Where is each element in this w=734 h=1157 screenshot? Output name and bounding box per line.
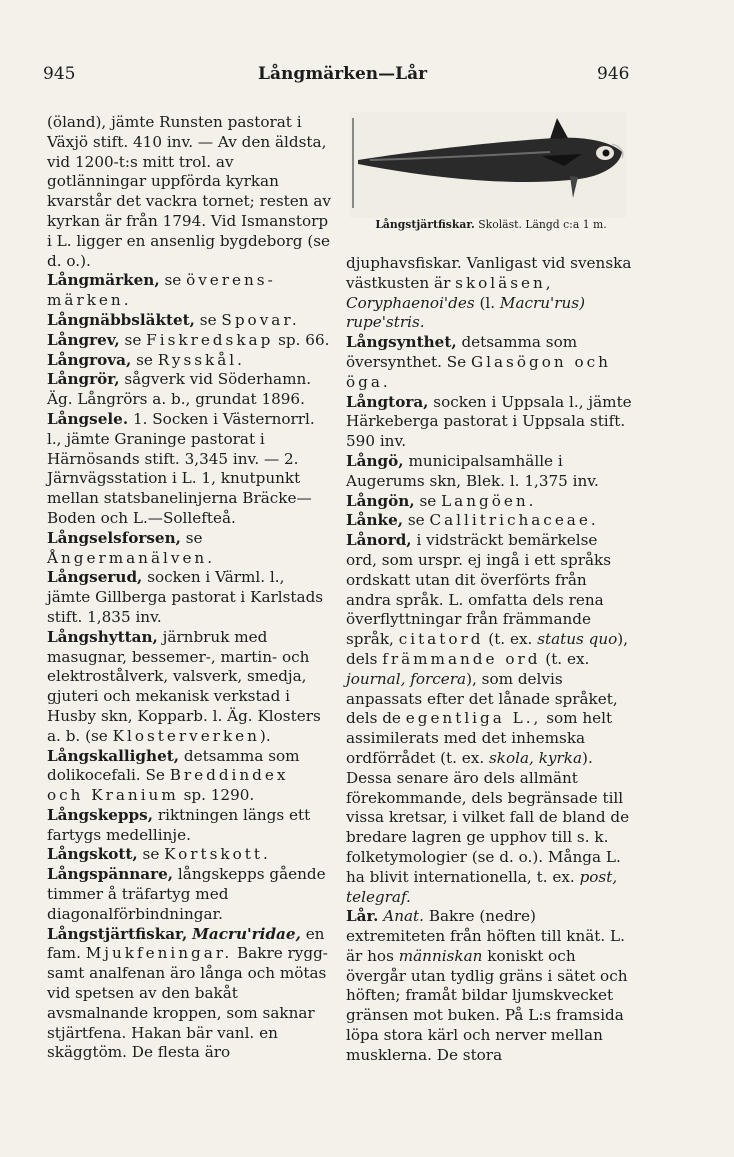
example-term: post, telegraf.	[346, 867, 618, 906]
cross-reference: Breddindex och Kranium	[47, 766, 289, 805]
cross-reference: främmande ord	[382, 649, 541, 668]
entry-langtora: Långtora, socken i Uppsala l., jämte Härkeberga pastorat i Uppsala stift. 590 inv.	[346, 392, 632, 451]
latin-name: Macru'ridae,	[192, 924, 301, 943]
cross-reference: överens-märken.	[47, 271, 276, 310]
cross-reference: skoläsen,	[455, 273, 554, 292]
headword: Långshyttan,	[47, 627, 158, 646]
continued-entry-right: djuphavsfiskar. Vanligast vid svenska västkusten är skoläsen, Coryphaenoi'des (l. Macru'rus) rupe'stris.	[346, 254, 632, 332]
headword: Långmärken,	[47, 271, 160, 290]
latin-name: Macru'rus) rupe'stris.	[346, 293, 585, 332]
headword: Långstjärtfiskar,	[47, 924, 188, 943]
example-term: skola, kyrka	[489, 748, 583, 767]
cross-reference: Fiskredskap	[146, 330, 274, 349]
entry-langspannare: Långspännare, långskepps gående timmer å träfartyg med diagonalförbindningar.	[47, 865, 326, 923]
headword: Långskepps,	[47, 805, 153, 824]
headword: Långsele.	[47, 409, 129, 428]
entry-langstjartfiskar: Långstjärtfiskar, Macru'ridae, en fam. Mjukfeningar. Bakre rygg- samt analfenan äro långa och mötas vid spetsen av den bakåt avsmalnande kroppen, som saknar stjärtfena. Hakan bär vanl. en skäggtöm. De flesta äro	[47, 924, 328, 1062]
entry-langshyttan: Långshyttan, järnbruk med masugnar, bessemer-, martin- och elektrostålverk, valsverk, smedja, gjuteri och mekanisk verkstad i Husby skn, Kopparb. l. Äg. Klosters a. b. (se Klosterverken).	[47, 627, 321, 745]
entry-langskallighet: Långskallighet, detsamma som dolikocefali. Se Breddindex och Kranium sp. 1290.	[47, 746, 300, 805]
entry-lar: Lår. Anat. Bakre (nedre) extremiteten från höften till knät. L. är hos människan koniskt och övergår utan tydlig gräns i sätet och höften; framåt bildar ljumskvecket gränsen mot buken. På L:s framsida löpa stora kärl och nerver mellan musklerna. De stora	[346, 907, 628, 1064]
entry-langselsforsen: Långselsforsen, se Ångermanälven.	[47, 528, 216, 567]
entry-langnabbslaktet: Långnäbbsläktet, se Spovar.	[47, 310, 300, 329]
cross-reference: citatord	[398, 630, 484, 649]
continued-entry: (öland), jämte Runsten pastorat i Växjö stift. 410 inv. — Av den äldsta, vid 1200-t:s mitt trol. av gotlänningar uppförda kyrkan kvarstår det vackra tornet; resten av kyrkan är från 1794. Vid Ismanstorp i L. ligger en ansenlig bygdeborg (se d. o.).	[47, 113, 331, 270]
entry-langsynthet: Långsynthet, detsamma som översynthet. Se Glasögon och öga.	[346, 333, 611, 391]
headword: Långrör,	[47, 370, 120, 389]
entry-langserud: Långserud, socken i Värml. l., jämte Gillberga pastorat i Karlstads stift. 1,835 inv.	[47, 568, 324, 626]
page-number-left: 945	[43, 64, 76, 84]
fish-illustration	[350, 112, 626, 218]
cross-reference: Ångermanälven.	[47, 548, 216, 567]
fish-caption-title: Långstjärtfiskar.	[375, 218, 475, 231]
cross-reference: Glasögon och öga.	[346, 352, 611, 391]
headword: Lår.	[346, 907, 379, 926]
headword: Långtora,	[346, 392, 429, 411]
entry-langon: Långön, se Langöen.	[346, 491, 537, 510]
cross-reference: Spovar.	[221, 310, 300, 329]
cross-reference: Mjukfeningar.	[85, 944, 233, 963]
fish-image	[350, 112, 626, 218]
entry-langskott: Långskott, se Kortskott.	[47, 845, 271, 864]
headword: Långspännare,	[47, 865, 174, 884]
entry-lanord: Lånord, i vidsträckt bemärkelse ord, som urspr. ej ingå i ett språks ordskatt utan dit överförts från andra språk. L. omfatta dels rena överflyttningar från främmande språk, citatord (t. ex. status quo), dels främmande ord (t. ex. journal, forcera), som delvis anpassats efter det lånade språket, dels de egentliga L., som helt assimilerats med det inhemska ordförrådet (t. ex. skola, kyrka). Dessa senare äro dels allmänt förekommande, dels begränsade till vissa kretsar, i vilket fall de bland de bredare lagren ge upphov till s. k. folketymologier (se d. o.). Många L. ha blivit internationella, t. ex. post, telegraf.	[346, 531, 630, 906]
fish-photo-shadow	[352, 118, 354, 208]
entry-lango: Långö, municipalsamhälle i Augerums skn, Blek. l. 1,375 inv.	[346, 451, 599, 490]
page-header-title: Långmärken—Lår	[258, 64, 428, 84]
headword: Långnäbbsläktet,	[47, 310, 195, 329]
headword: Långskott,	[47, 845, 138, 864]
example-term: människan	[398, 946, 483, 965]
headword: Långserud,	[47, 568, 143, 587]
headword: Lånord,	[346, 531, 412, 550]
cross-reference: Callitrichaceae.	[429, 511, 599, 530]
fish-pupil	[603, 150, 610, 157]
fish-caption-text: Skoläst. Längd c:a 1 m.	[478, 218, 607, 231]
headword: Långselsforsen,	[47, 528, 181, 547]
headword: Långö,	[346, 451, 404, 470]
cross-reference: Langöen.	[441, 491, 537, 510]
cross-reference: Klosterverken	[112, 726, 260, 745]
entry-langsele: Långsele. 1. Socken i Västernorrl. l., jämte Graninge pastorat i Härnösands stift. 3,345 inv. — 2. Järnvägsstation i L. 1, knutpunkt mellan statsbanelinjerna Bräcke—Boden och L.—Sollefteå.	[47, 409, 315, 527]
entry-langrova: Långrova, se Rysskål.	[47, 350, 245, 369]
example-term: status quo	[537, 630, 618, 649]
headword: Långrova,	[47, 350, 132, 369]
fish-caption	[347, 218, 635, 232]
example-term: journal, forcera	[346, 669, 467, 688]
headword: Långsynthet,	[346, 333, 457, 352]
headword: Långön,	[346, 491, 415, 510]
cross-reference: Rysskål.	[157, 350, 245, 369]
entry-langskepps: Långskepps, riktningen längs ett fartygs medellinje.	[47, 805, 311, 844]
entry-lanke: Lånke, se Callitrichaceae.	[346, 511, 599, 530]
entry-langrev: Långrev, se Fiskredskap sp. 66.	[47, 330, 330, 349]
page-number-right: 946	[597, 64, 630, 84]
headword: Långskallighet,	[47, 746, 180, 765]
entry-langror: Långrör, sågverk vid Söderhamn. Äg. Långrörs a. b., grundat 1896.	[47, 370, 312, 409]
entry-langmarken: Långmärken, se överens-märken.	[47, 271, 276, 310]
headword: Lånke,	[346, 511, 404, 530]
headword: Långrev,	[47, 330, 120, 349]
left-column	[47, 113, 332, 1063]
right-column	[346, 254, 633, 1066]
subject-label: Anat.	[383, 907, 424, 926]
cross-reference: egentliga L.,	[405, 709, 542, 728]
latin-name: Coryphaenoi'des	[346, 293, 475, 312]
cross-reference: Kortskott.	[164, 845, 271, 864]
